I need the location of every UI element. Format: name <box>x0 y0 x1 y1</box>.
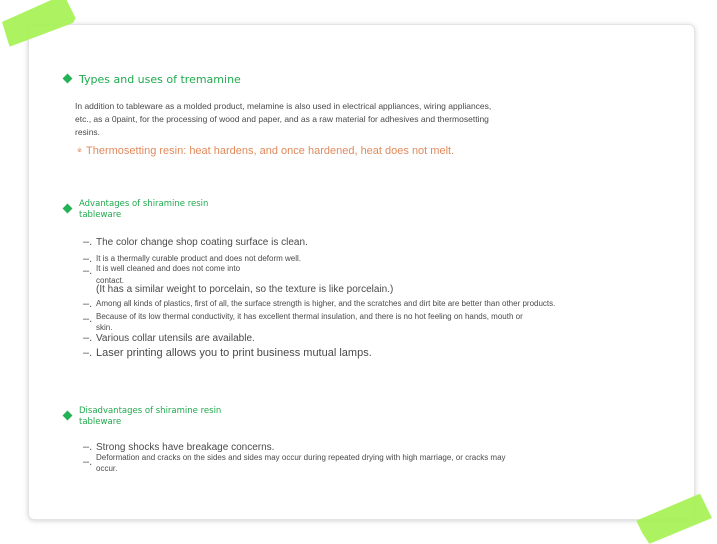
note-marker: ※ <box>77 148 83 154</box>
advantage-item: It is a thermally curable product and does not deform well. <box>96 254 301 263</box>
section-disadvantages-heading <box>64 406 221 427</box>
advantage-item-continued: (It has a similar weight to porcelain, so the texture is like porcelain.) <box>96 284 394 295</box>
paragraph-line: etc., as a 0paint, for the processing of wood and paper, and as a raw material for adhesives and thermosetting <box>75 114 489 124</box>
advantage-item: Among all kinds of plastics, first of all, the surface strength is higher, and the scratches and dirt bite are better than other products. <box>96 299 556 308</box>
section-advantages-heading <box>64 199 208 220</box>
section-title-line: Disadvantages of shiramine resin <box>79 406 222 416</box>
disadvantage-item: Deformation and cracks on the sides and sides may occur during repeated drying with high marriage, or cracks may <box>96 453 506 462</box>
thermosetting-note: Thermosetting resin: heat hardens, and once hardened, heat does not melt. <box>86 145 455 157</box>
disadvantage-item-continued: occur. <box>96 464 118 473</box>
bullet-marker: –. <box>83 253 93 265</box>
paragraph-line: In addition to tableware as a molded product, melamine is also used in electrical appliances, wiring appliances, <box>75 101 492 111</box>
bullet-marker: –. <box>83 347 93 359</box>
advantage-item: Laser printing allows you to print business mutual lamps. <box>96 347 372 359</box>
diamond-bullet-icon <box>63 204 73 214</box>
section-title <box>79 199 208 220</box>
section-title-line: tableware <box>79 417 122 427</box>
bullet-marker: –. <box>83 313 93 325</box>
paragraph-line: resins. <box>75 127 101 137</box>
section-types-heading <box>64 74 241 86</box>
section-title-line: Advantages of shiramine resin <box>79 199 209 209</box>
advantage-item: The color change shop coating surface is clean. <box>96 237 308 248</box>
bullet-marker: –. <box>83 456 93 468</box>
bullet-marker: –. <box>83 332 93 344</box>
section-title-line: tableware <box>79 210 122 220</box>
bullet-marker: –. <box>83 441 93 453</box>
section-title: Types and uses of tremamine <box>79 73 241 86</box>
advantage-item-continued: skin. <box>96 323 113 332</box>
diamond-bullet-icon <box>63 74 73 84</box>
advantage-item: It is well cleaned and does not come into <box>96 264 241 273</box>
advantage-item: Because of its low thermal conductivity, it has excellent thermal insulation, and there is no hot feeling on hands, mouth or <box>96 312 523 321</box>
disadvantage-item: Strong shocks have breakage concerns. <box>96 442 275 453</box>
diamond-bullet-icon <box>63 411 73 421</box>
advantage-item-continued: contact. <box>96 276 125 285</box>
bullet-marker: –. <box>83 265 93 277</box>
bullet-marker: –. <box>83 236 93 248</box>
section-title <box>79 406 221 427</box>
bullet-marker: –. <box>83 298 93 310</box>
advantage-item: Various collar utensils are available. <box>96 333 255 344</box>
